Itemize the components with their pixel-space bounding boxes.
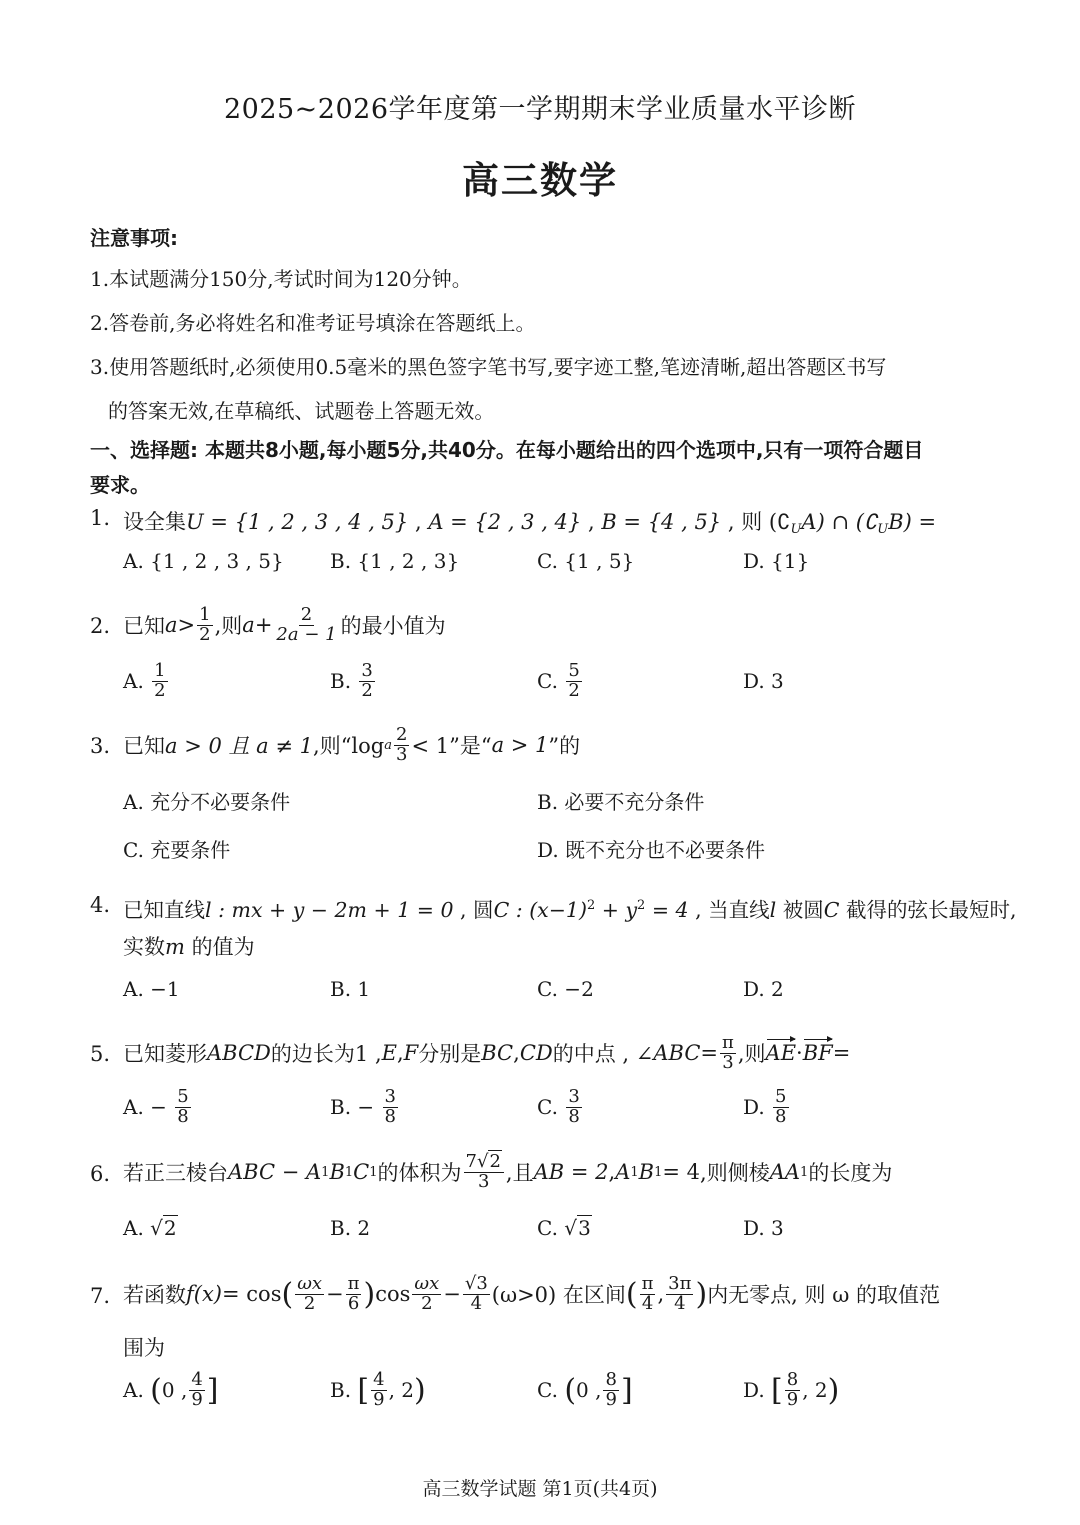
q1-option-b[interactable]: B. {1 , 2 , 3} [330,549,460,573]
q7-opt-d-frac [785,1368,800,1410]
q6-s3: 1 [369,1164,378,1180]
q7-frac-4 [463,1272,490,1314]
q7-option-b[interactable] [330,1365,426,1415]
q1-u1: U [790,522,802,537]
q6-ab: AB = 2 [533,1160,609,1184]
q1-option-c[interactable]: C. {1 , 5} [537,549,635,573]
question-number-2: 2. [90,614,111,638]
q1-expr4: B) = [888,510,937,534]
q7-opt-c-rb: ] [620,1372,633,1408]
q1-u2: U [877,522,889,537]
q3-tail: < 1”是“ [411,734,492,758]
q7-lparen: ( [281,1276,294,1312]
q7-pre: 若函数 [123,1283,186,1307]
q4-option-b[interactable]: B. 1 [330,977,371,1001]
q6-option-c[interactable] [537,1216,592,1240]
q7-opt-d-den: 9 [786,1388,799,1410]
q6-c: , [608,1160,616,1184]
q3-frac [394,723,409,765]
q7-opt-a-frac [189,1368,204,1410]
question-3-stem [123,720,580,770]
q7-f3-num: ωx [414,1272,440,1294]
question-number-7: 7. [90,1284,111,1308]
q5-opt-c-num: 3 [568,1085,580,1107]
q3-cond2: a > 1 [491,733,549,757]
q4-option-d[interactable]: D. 2 [743,977,784,1001]
q7-opt-c-lb: ( [564,1372,577,1408]
question-number-3: 3. [90,734,111,758]
q6-option-d[interactable]: D. 3 [743,1216,784,1240]
q4-mvar: m [165,935,185,959]
notice-item-3: 3.使用答题纸时,必须使用0.5毫米的黑色签字笔书写,要字迹工整,笔迹清晰,超出答题区书写 [90,355,887,379]
q7-frac-2 [346,1272,362,1314]
q7-rparen: ) [363,1276,376,1312]
q5-frac-den: 3 [722,1051,734,1073]
q2-opt-a-num: 1 [154,659,166,681]
q2-opt-a-frac [152,659,167,701]
q1-expr2: A) ∩ (∁ [801,510,878,534]
q1-sep1: , [408,510,429,534]
q1-sep2: , [581,510,602,534]
q7-minus2: − [443,1282,461,1306]
q7-opt-b-lb: [ [357,1372,370,1408]
q6-opt-c-radicand: 3 [578,1216,591,1240]
q6-opt-a-radicand: 2 [163,1216,177,1240]
q5-a: 的边长为1 , [270,1042,382,1066]
q7-f6-num: 3π [668,1272,692,1294]
question-5-stem [123,1028,850,1078]
q6-aa: AA [769,1160,801,1184]
q5-f: F [403,1041,419,1065]
q5-opt-a-den: 8 [177,1105,189,1127]
subject-title: 高三数学 [462,159,618,202]
question-1-stem [123,506,936,537]
q5-opt-a-frac [175,1085,190,1127]
q5-option-a[interactable] [123,1083,193,1131]
q5-d: , [513,1041,520,1065]
q4-line2-b: 的值为 [184,935,255,959]
q7-tail: 内无零点, 则 ω 的取值范 [707,1283,941,1307]
q5-bc: BC [481,1041,514,1065]
q7-minus: − [326,1282,344,1306]
q2-tail: 的最小值为 [340,614,446,638]
q3-log-base: a [384,737,392,753]
q3-option-c[interactable]: C. 充要条件 [123,838,231,862]
q1-set-b: B = {4 , 5} [601,510,722,534]
q5-opt-c-den: 8 [568,1105,580,1127]
q5-opt-a-label: A. − [123,1095,167,1119]
q2-opt-c-num: 5 [568,659,580,681]
q7-opt-a-den: 9 [191,1388,203,1410]
q2-opt-b-num: 3 [361,659,373,681]
q7-frac-5 [640,1272,656,1314]
q5-vector-bf: BF [802,1041,833,1065]
q7-option-d[interactable] [743,1365,839,1415]
q4-eq1: : mx + y − 2m + 1 = 0 [211,898,454,922]
q2-opt-c-frac [566,659,581,701]
q5-option-d[interactable] [743,1083,791,1131]
q4-circ: C [493,898,510,922]
q4-eq2a: : (x−1) [509,898,587,922]
q3-frac-num: 2 [396,723,408,745]
q5-opt-a-num: 5 [177,1085,189,1107]
q2-var: a [165,613,178,637]
q7-cond: (ω>0) 在区间 [491,1283,626,1307]
question-7-stem-cont: 围为 [123,1336,165,1360]
q6-frac-den: 3 [478,1170,490,1192]
q6-option-a[interactable] [123,1216,178,1240]
q7-opt-a-rb: ] [206,1372,219,1408]
q6-a1b1-b: B [638,1160,655,1184]
question-number-5: 5. [90,1042,111,1066]
question-4-stem-cont [123,931,255,961]
q5-dot: · [796,1041,803,1065]
question-number-6: 6. [90,1162,111,1186]
q7-comma: , [657,1282,665,1306]
q2-opt-a-den: 2 [154,679,166,701]
q2-f2-den: 2a − 1 [276,623,337,645]
q4-option-c[interactable]: C. −2 [537,977,594,1001]
q6-a1b1-c: = 4 [662,1160,701,1184]
question-7-stem [123,1268,940,1320]
q7-opt-a-lb: ( [150,1372,162,1408]
q6-s2: 1 [344,1164,354,1180]
q7-f2-num: π [347,1272,360,1294]
q5-h: = [832,1041,851,1065]
q7-opt-c-den: 9 [605,1388,617,1410]
q2-var2: a [242,613,255,637]
q7-frac-6 [666,1272,693,1314]
q2-option-c[interactable] [537,657,584,705]
q5-opt-b-label: B. − [330,1095,375,1119]
q7-opt-b-frac [371,1368,386,1410]
q6-mid: 的体积为 [377,1161,462,1185]
q5-opt-d-label: D. [743,1095,765,1119]
q5-g: ,则 [737,1042,766,1066]
q7-opt-c-num: 8 [605,1368,617,1390]
q3-end: ”的 [548,734,581,758]
q4-line1-c: 被圆 [776,898,824,922]
q6-name-a: ABC − A [228,1160,322,1184]
q5-c: 分别是 [418,1042,482,1066]
q2-plus: + [254,613,273,637]
q2-option-b[interactable] [330,657,377,705]
q2-option-d[interactable]: D. 3 [743,669,784,693]
q2-f1-den: 2 [199,623,211,645]
question-number-1: 1. [90,506,111,530]
q7-option-c[interactable] [537,1365,633,1415]
q2-frac-2 [274,603,338,645]
q5-b: , [396,1041,404,1065]
q4-eq2c: = 4 [645,898,689,922]
q4-sq1: 2 [586,898,596,913]
q5-opt-d-num: 5 [775,1085,787,1107]
q7-opt-d-rb: ) [827,1372,840,1408]
q4-c1: , 圆 [453,898,494,922]
q7-frac-3 [412,1272,441,1314]
q5-opt-c-label: C. [537,1095,558,1119]
q3-pre: 已知 [123,734,165,758]
q7-opt-a-lower: 0 , [161,1378,188,1402]
q5-abc: ABC [653,1041,701,1065]
q5-opt-d-den: 8 [775,1105,787,1127]
q5-vector-ae: AE [765,1041,797,1065]
q6-a1b1-a: A [615,1160,631,1184]
q5-option-c[interactable] [537,1083,584,1131]
q5-opt-d-frac [773,1085,788,1127]
q6-frac-num: 7√2 [464,1153,504,1173]
q5-option-b[interactable] [330,1083,400,1131]
q2-opt-a-label: A. [123,669,144,693]
q4-line1-d: 截得的弦长最短时, [839,898,1017,922]
q4-line-b: l [769,898,777,922]
q3-option-d[interactable]: D. 既不充分也不必要条件 [537,838,766,862]
q7-f4-den: 4 [470,1292,483,1314]
q6-frac-num-radicand: 2 [489,1150,501,1172]
q5-opt-b-frac [383,1085,398,1127]
q1-set-u: U = {1 , 2 , 3 , 4 , 5} [186,510,409,534]
q6-end: 的长度为 [808,1161,893,1185]
q7-opt-b-den: 9 [373,1388,385,1410]
q5-pre: 已知菱形 [123,1042,207,1066]
q6-name-c: C [353,1160,370,1184]
q7-f4-num: √3 [464,1272,488,1294]
q4-sq2: 2 [637,898,646,913]
q4-option-a[interactable]: A. −1 [123,977,180,1001]
q5-opt-b-num: 3 [384,1085,396,1107]
q2-mid: ,则 [214,614,243,638]
q7-lparen-2: ( [625,1276,638,1312]
q1-set-a: A = {2 , 3 , 4} [428,510,582,534]
q7-frac-1 [295,1272,324,1314]
q6-mid2: ,且 [505,1161,534,1185]
q5-frac [720,1031,736,1073]
q6-option-b[interactable]: B. 2 [330,1216,371,1240]
q3-frac-den: 3 [396,743,408,765]
q6-frac-num-coef: 7 [465,1150,477,1172]
q7-option-a[interactable] [123,1365,219,1415]
q3-option-b[interactable]: B. 必要不充分条件 [537,790,705,814]
q2-f1-num: 1 [199,603,211,625]
q7-opt-b-rb: ) [414,1372,426,1408]
q2-opt-b-label: B. [330,669,352,693]
q6-opt-c-label: C. √ [537,1216,578,1240]
q6-name-b: B [329,1160,345,1184]
q7-opt-b-upper: , 2 [388,1378,415,1402]
q7-opt-c-frac [603,1368,618,1410]
q1-option-d[interactable]: D. {1} [743,549,810,573]
q2-pre: 已知 [123,614,165,638]
q4-line: l [205,898,212,922]
notice-item-1: 1.本试题满分150分,考试时间为120分钟。 [90,267,472,291]
section-heading-cont: 要求。 [90,473,150,497]
q7-opt-b-num: 4 [373,1368,385,1390]
q6-opt-a-label: A. √ [123,1216,163,1240]
q5-eq: = [700,1041,719,1065]
q5-rhombus: ABCD [207,1041,271,1065]
q3-option-a[interactable]: A. 充分不必要条件 [123,790,291,814]
q4-circ-b: C [823,898,840,922]
q2-option-a[interactable] [123,657,170,705]
q2-gt: > [177,613,196,637]
q2-opt-b-den: 2 [361,679,373,701]
q2-opt-c-label: C. [537,669,558,693]
q3-cond: a > 0 且 a ≠ 1 [165,734,314,758]
q7-eq: = cos [222,1282,282,1306]
q7-rparen-2: ) [695,1276,708,1312]
q1-pre: 设全集 [123,510,186,534]
q4-eq2b: + y [595,898,638,922]
q7-opt-d-label: D. [743,1378,765,1402]
q7-f5-num: π [641,1272,654,1294]
q7-f1-den: 2 [303,1292,316,1314]
q7-opt-c-label: C. [537,1378,558,1402]
notice-item-2: 2.答卷前,务必将姓名和准考证号填涂在答题纸上。 [90,311,536,335]
q5-opt-b-den: 8 [384,1105,396,1127]
q2-f2-num: 2 [300,603,313,625]
q5-frac-num: π [722,1031,734,1053]
page-footer: 高三数学试题 第1页(共4页) [422,1478,658,1500]
q2-opt-b-frac [359,659,374,701]
q6-tail: ,则侧棱 [700,1161,770,1185]
q4-pre: 已知直线 [123,898,205,922]
q6-s1: 1 [321,1164,330,1180]
q7-f1-num: ωx [297,1272,323,1294]
q5-e2: 的中点 , ∠ [552,1042,654,1066]
q7-opt-d-lb: [ [771,1372,783,1408]
q7-opt-d-num: 8 [786,1368,799,1390]
q6-pre: 若正三棱台 [123,1161,228,1185]
q6-t3: 1 [800,1164,809,1180]
question-number-4: 4. [90,893,111,917]
q7-f3-den: 2 [421,1292,433,1314]
q6-frac [464,1150,504,1192]
q2-frac-1 [197,603,212,645]
q3-mid: ,则“log [313,734,385,758]
q7-cos2: cos [375,1282,411,1306]
question-4-stem [123,893,1016,923]
q7-f5-den: 4 [641,1292,654,1314]
q2-opt-c-den: 2 [568,679,580,701]
q7-opt-a-num: 4 [191,1368,203,1390]
q6-t1: 1 [630,1164,639,1180]
q1-option-a[interactable]: A. {1 , 2 , 3 , 5} [123,549,284,573]
q5-cd: CD [519,1041,553,1065]
q7-f6-den: 4 [674,1292,686,1314]
q6-t2: 1 [654,1164,663,1180]
q1-tail: , 则 (∁ [721,510,791,534]
notice-heading: 注意事项: [90,226,178,250]
q4-line1-b: , 当直线 [688,898,770,922]
question-2-stem [123,600,446,650]
q7-fx: f(x) [186,1282,223,1306]
q7-opt-d-upper: , 2 [802,1378,828,1402]
q7-opt-a-label: A. [123,1378,144,1402]
q7-opt-b-label: B. [330,1378,352,1402]
notice-item-3-cont: 的答案无效,在草稿纸、试题卷上答题无效。 [108,399,495,423]
section-heading: 一、选择题: 本题共8小题,每小题5分,共40分。在每小题给出的四个选项中,只有一项符合题目 [90,438,924,462]
q5-e: E [381,1041,397,1065]
question-6-stem [123,1146,892,1198]
q4-line2-a: 实数 [123,935,165,959]
exam-title: 2025~2026学年度第一学期期末学业质量水平诊断 [223,94,857,125]
q5-opt-c-frac [566,1085,581,1127]
q7-opt-c-lower: 0 , [576,1378,602,1402]
q7-f2-den: 6 [347,1292,360,1314]
